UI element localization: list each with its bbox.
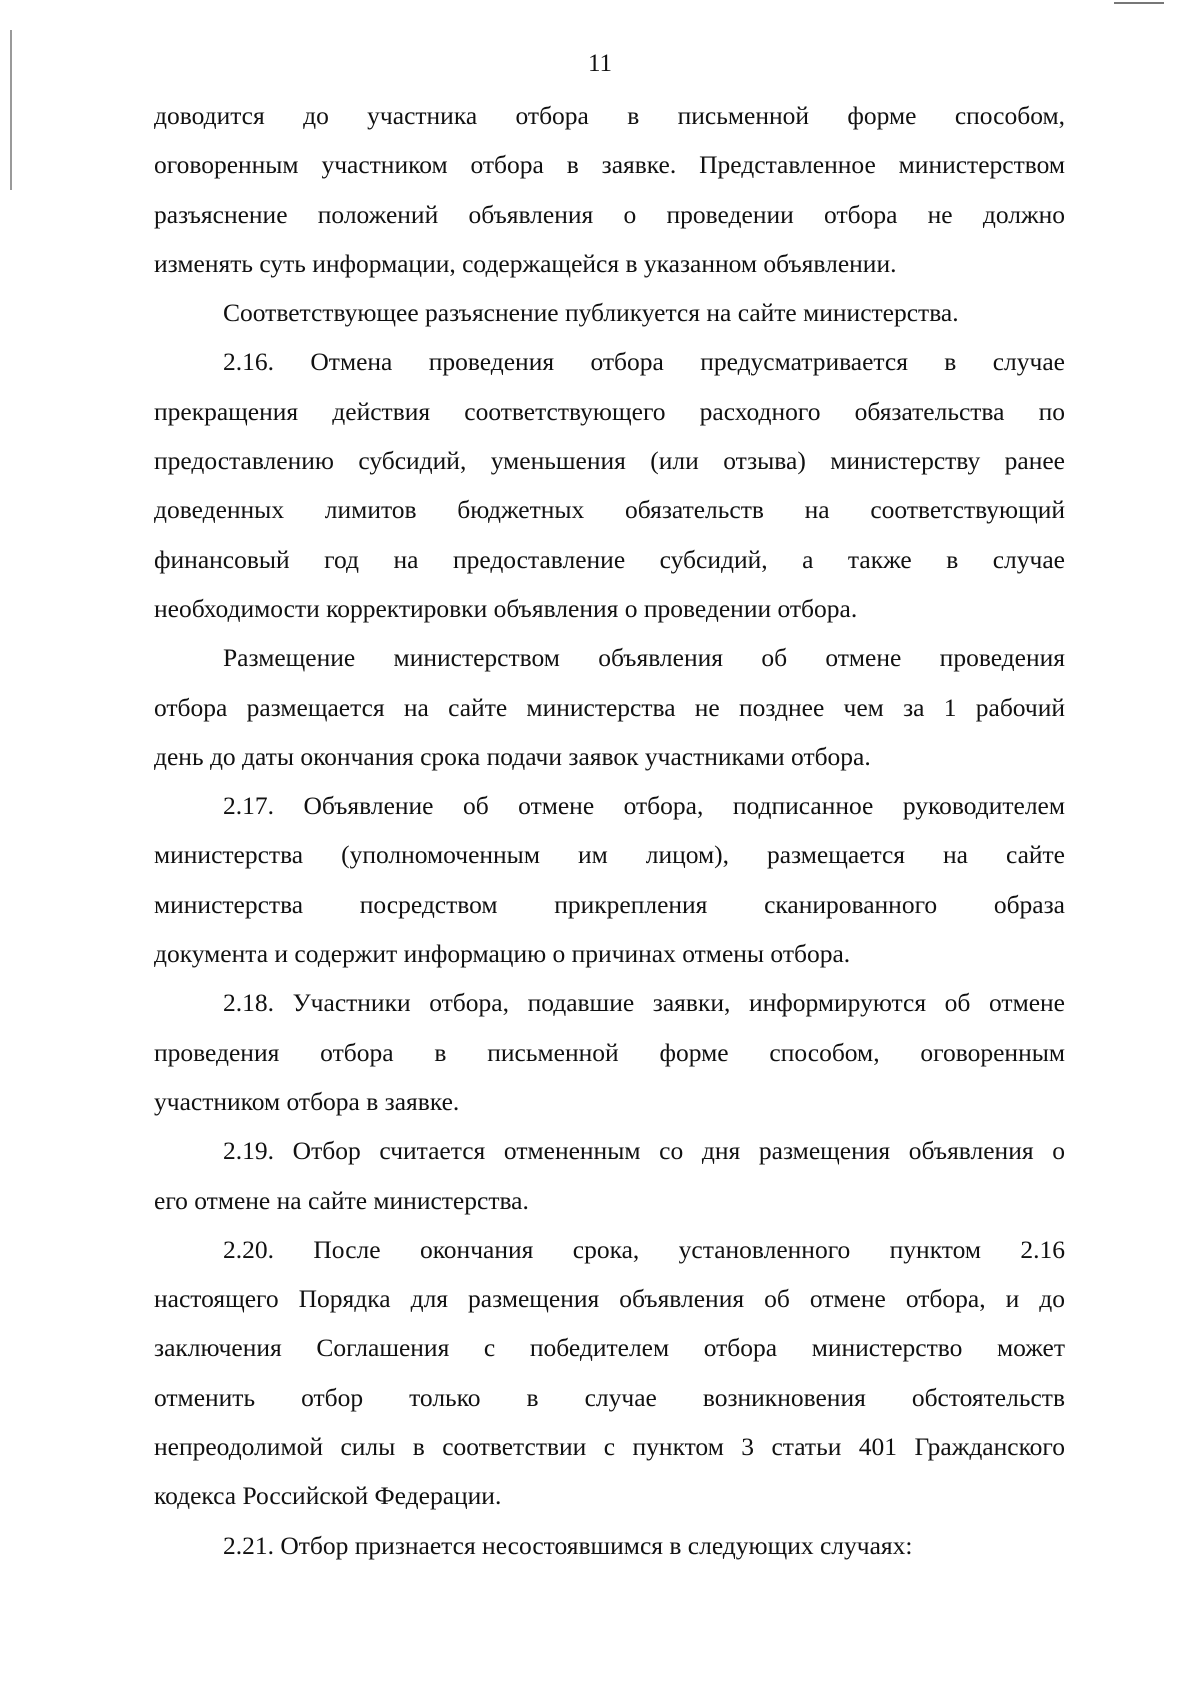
document-body — [154, 91, 1065, 1570]
text-line: разъяснение положений объявления о проведении отбора не должно — [154, 199, 1065, 229]
paragraph — [154, 1521, 1065, 1570]
text-line: Размещение министерством объявления об отмене проведения — [223, 643, 1065, 673]
text-line: документа и содержит информацию о причинах отмены отбора. — [154, 939, 851, 969]
text-line: отбора размещается на сайте министерства не позднее чем за 1 рабочий — [154, 692, 1065, 722]
text-line: заключения Соглашения с победителем отбора министерство может — [154, 1333, 1065, 1363]
text-line: Соответствующее разъяснение публикуется на сайте министерства. — [223, 298, 959, 328]
text-line: 2.16. Отмена проведения отбора предусматривается в случае — [223, 347, 1065, 377]
text-line: прекращения действия соответствующего расходного обязательства по — [154, 396, 1065, 426]
paragraph — [154, 91, 1065, 288]
text-line: 2.17. Объявление об отмене отбора, подписанное руководителем — [223, 791, 1065, 821]
text-line: министерства (уполномоченным им лицом), размещается на сайте — [154, 840, 1065, 870]
paragraph — [154, 633, 1065, 781]
text-line: проведения отбора в письменной форме способом, оговоренным — [154, 1037, 1065, 1067]
text-line: кодекса Российской Федерации. — [154, 1481, 502, 1511]
text-line: 2.18. Участники отбора, подавшие заявки, информируются об отмене — [223, 988, 1065, 1018]
text-line: непреодолимой силы в соответствии с пунктом 3 статьи 401 Гражданского — [154, 1432, 1065, 1462]
scan-corner-mark — [1114, 2, 1164, 4]
paragraph — [154, 288, 1065, 337]
paragraph — [154, 978, 1065, 1126]
text-line: доведенных лимитов бюджетных обязательств на соответствующий — [154, 495, 1065, 525]
paragraph — [154, 1225, 1065, 1521]
text-line: необходимости корректировки объявления о проведении отбора. — [154, 593, 858, 623]
text-line: его отмене на сайте министерства. — [154, 1185, 529, 1215]
text-line: доводится до участника отбора в письменной форме способом, — [154, 101, 1065, 130]
text-line: участником отбора в заявке. — [154, 1086, 460, 1116]
text-line: предоставлению субсидий, уменьшения (или отзыва) министерству ранее — [154, 446, 1065, 476]
paragraph — [154, 337, 1065, 633]
text-line: 2.19. Отбор считается отмененным со дня размещения объявления о — [223, 1136, 1065, 1166]
text-line: 2.21. Отбор признается несостоявшимся в следующих случаях: — [223, 1530, 913, 1560]
text-line: отменить отбор только в случае возникновения обстоятельств — [154, 1382, 1065, 1412]
text-line: изменять суть информации, содержащейся в указанном объявлении. — [154, 248, 897, 278]
text-line: настоящего Порядка для размещения объявления об отмене отбора, и до — [154, 1284, 1065, 1314]
page-number: 11 — [587, 50, 613, 77]
text-line: министерства посредством прикрепления сканированного образа — [154, 889, 1065, 919]
text-line: день до даты окончания срока подачи заявок участниками отбора. — [154, 741, 871, 771]
paragraph — [154, 1126, 1065, 1225]
paragraph — [154, 781, 1065, 978]
text-line: финансовый год на предоставление субсидий, а также в случае — [154, 544, 1065, 574]
text-line: 2.20. После окончания срока, установленного пунктом 2.16 — [223, 1234, 1065, 1264]
text-line: оговоренным участником отбора в заявке. Представленное министерством — [154, 150, 1065, 180]
